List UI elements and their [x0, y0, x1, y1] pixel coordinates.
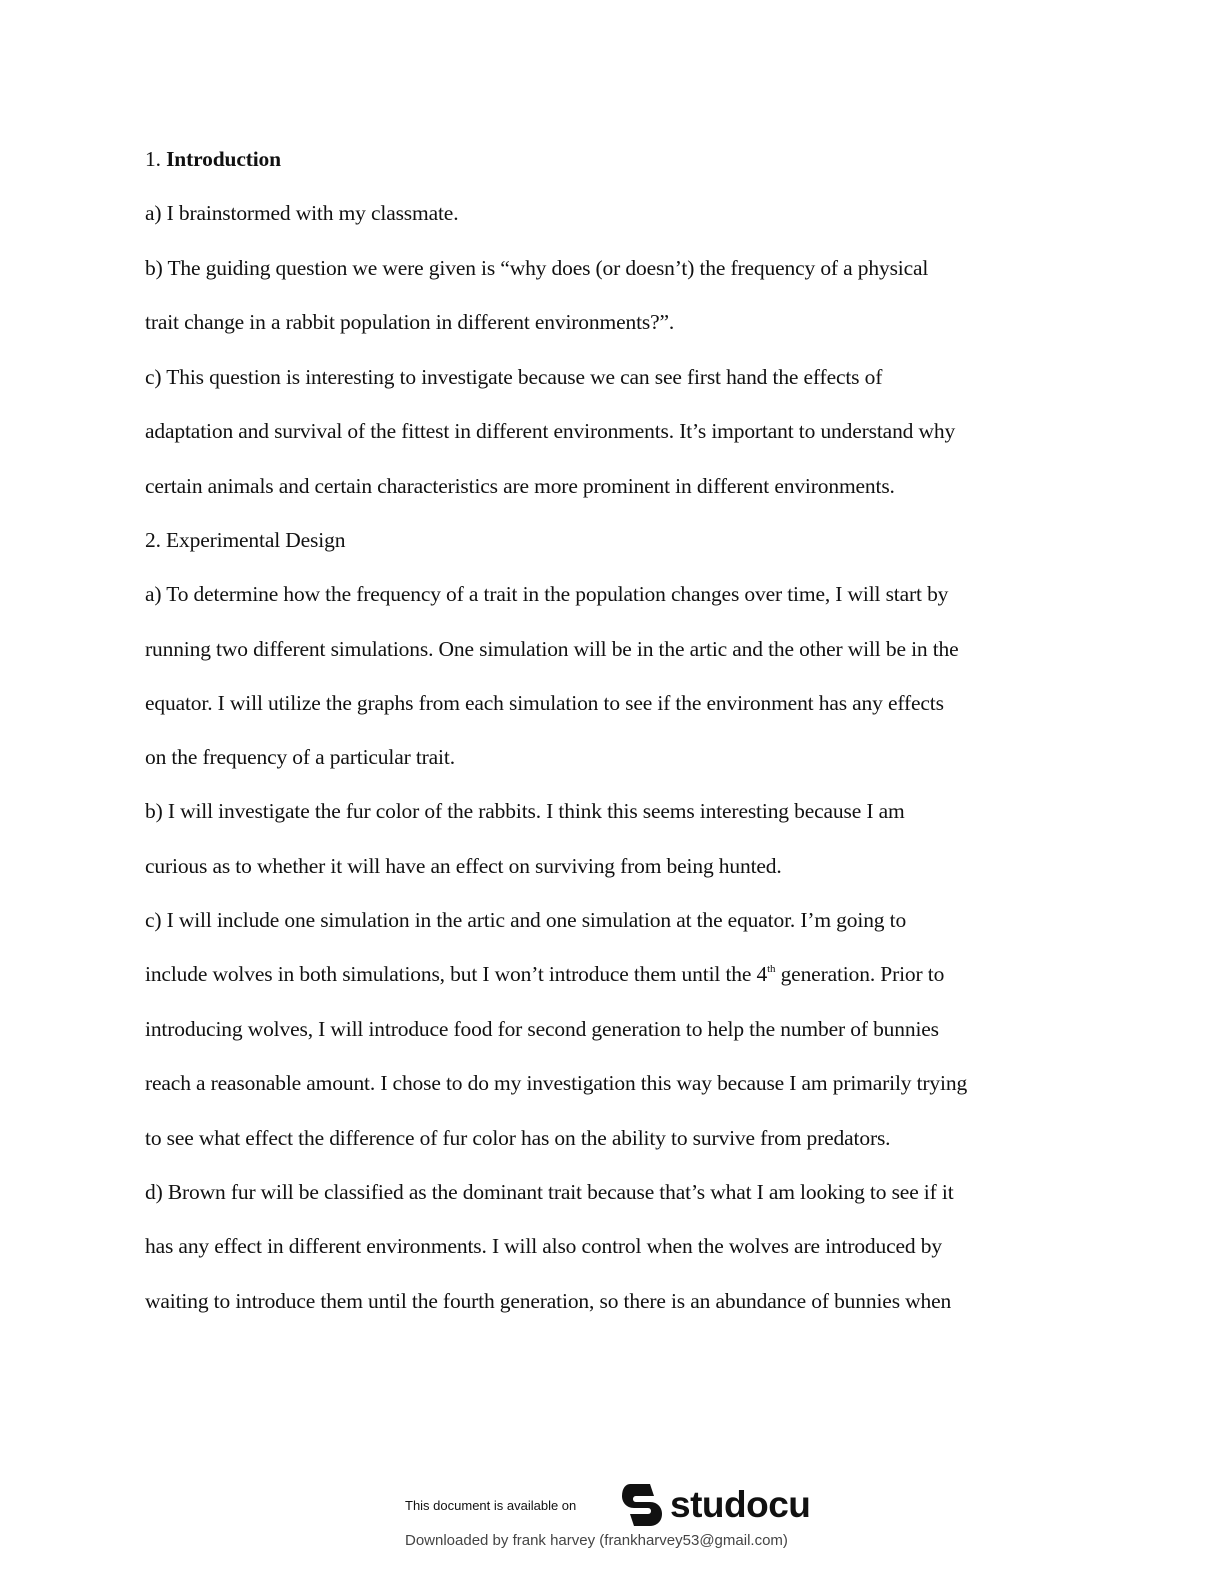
paragraph-line: has any effect in different environments. I will also control when the wolves are introduced by	[145, 1234, 942, 1258]
studocu-logo-text: studocu	[670, 1484, 811, 1525]
paragraph-line: curious as to whether it will have an effect on surviving from being hunted.	[145, 854, 782, 878]
text-segment: generation. Prior to	[775, 962, 945, 986]
download-attribution: Downloaded by frank harvey (frankharvey53@gmail.com)	[405, 1532, 788, 1549]
paragraph-line: introducing wolves, I will introduce food for second generation to help the number of bunnies	[145, 1017, 939, 1041]
heading-number: 1.	[145, 147, 167, 171]
paragraph-line: trait change in a rabbit population in different environments?”.	[145, 310, 675, 334]
paragraph-line: a) I brainstormed with my classmate.	[145, 201, 459, 225]
paragraph-line: waiting to introduce them until the fourth generation, so there is an abundance of bunnies when	[145, 1289, 952, 1313]
paragraph-line: running two different simulations. One simulation will be in the artic and the other will be in the	[145, 637, 959, 661]
section-heading-experimental-design: 2. Experimental Design	[145, 528, 346, 552]
studocu-logo-icon	[620, 1482, 664, 1528]
availability-text: This document is available on	[405, 1498, 577, 1513]
paragraph-line: d) Brown fur will be classified as the dominant trait because that’s what I am looking to see if it	[145, 1180, 954, 1204]
paragraph-line: reach a reasonable amount. I chose to do my investigation this way because I am primarily trying	[145, 1071, 968, 1095]
heading-title: Introduction	[166, 147, 281, 171]
paragraph-line: adaptation and survival of the fittest in different environments. It’s important to understand why	[145, 419, 956, 443]
paragraph-line: on the frequency of a particular trait.	[145, 745, 455, 769]
paragraph-line	[145, 964, 944, 986]
superscript: th	[767, 963, 776, 975]
paragraph-line: c) I will include one simulation in the artic and one simulation at the equator. I’m going to	[145, 908, 907, 932]
paragraph-line: to see what effect the difference of fur color has on the ability to survive from predators.	[145, 1126, 891, 1150]
paragraph-line: c) This question is interesting to investigate because we can see first hand the effects of	[145, 365, 883, 389]
paragraph-line: a) To determine how the frequency of a trait in the population changes over time, I will start by	[145, 582, 949, 606]
paragraph-line: b) I will investigate the fur color of the rabbits. I think this seems interesting because I am	[145, 799, 905, 823]
text-segment: include wolves in both simulations, but I won’t introduce them until the 4	[145, 962, 768, 986]
section-heading-introduction	[145, 149, 281, 171]
paragraph-line: b) The guiding question we were given is “why does (or doesn’t) the frequency of a physical	[145, 256, 929, 280]
paragraph-line: equator. I will utilize the graphs from each simulation to see if the environment has any effects	[145, 691, 944, 715]
paragraph-line: certain animals and certain characteristics are more prominent in different environments.	[145, 474, 895, 498]
studocu-logo[interactable]	[620, 1482, 810, 1528]
